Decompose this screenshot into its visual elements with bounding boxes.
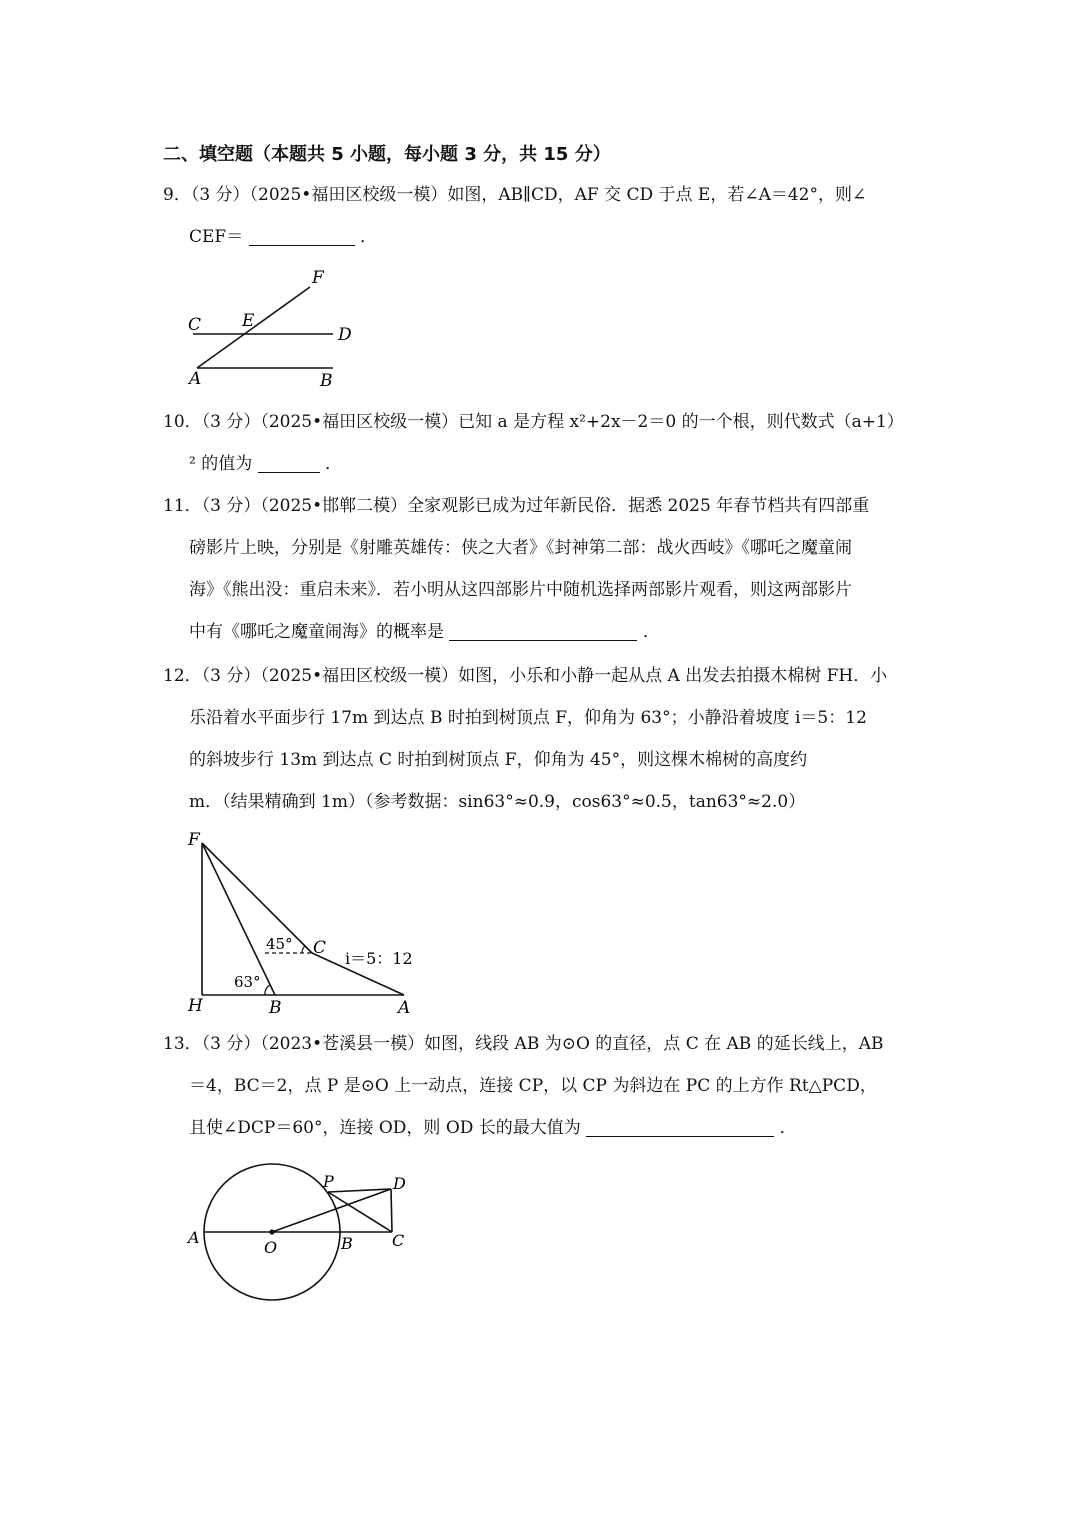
q11-line4 xyxy=(163,611,923,653)
q9-label-D: D xyxy=(338,325,352,345)
q13-label-O: O xyxy=(264,1238,278,1257)
q12-label-C: C xyxy=(313,938,327,958)
q12-label-H: H xyxy=(188,996,203,1016)
q13-label-B: B xyxy=(341,1234,353,1253)
q9-line1: 9．（3 分）（2025•福田区校级一模）如图，AB∥CD，AF 交 CD 于点 E，若∠A＝42°，则∠ xyxy=(163,185,867,205)
q12-angle-63: 63° xyxy=(234,973,261,991)
q9-line2 xyxy=(163,216,923,258)
q9-line2-suffix: ． xyxy=(360,227,378,247)
q9-label-B: B xyxy=(320,371,333,391)
q13-line3-prefix: 且使∠DCP＝60°，连接 OD，则 OD 长的最大值为 xyxy=(189,1118,581,1138)
q9-label-E: E xyxy=(242,311,255,331)
q9-label-C: C xyxy=(188,315,202,335)
q12-angle-45: 45° xyxy=(266,935,293,953)
q12-line4: m．（结果精确到 1m）（参考数据：sin63°≈0.9，cos63°≈0.5，tan63°≈2.0） xyxy=(189,792,806,812)
q13-figure xyxy=(180,1155,420,1315)
q9-label-F: F xyxy=(312,268,324,288)
q10-line2-suffix: ． xyxy=(325,454,343,474)
q12-line1: 12．（3 分）（2025•福田区校级一模）如图，小乐和小静一起从点 A 出发去拍摄木棉树 FH．小 xyxy=(163,666,888,686)
q12-label-F: F xyxy=(188,830,200,850)
q11-answer-blank[interactable] xyxy=(449,620,637,641)
q9-line2-prefix: CEF＝ xyxy=(189,227,244,247)
q10-line2-prefix: ² 的值为 xyxy=(189,454,253,474)
q13-answer-blank[interactable] xyxy=(586,1116,774,1137)
q10-answer-blank[interactable] xyxy=(258,452,320,473)
q13-label-C: C xyxy=(392,1231,405,1250)
q12-label-A: A xyxy=(398,998,411,1018)
q11-line4-suffix: ． xyxy=(642,622,660,642)
q12-slope-label: i＝5：12 xyxy=(345,949,413,968)
q13-label-D: D xyxy=(393,1174,406,1193)
q13-line2: ＝4，BC＝2，点 P 是⊙O 上一动点，连接 CP，以 CP 为斜边在 PC 的上方作 Rt△PCD， xyxy=(189,1076,877,1096)
q11-line2: 磅影片上映，分别是《射雕英雄传：侠之大者》《封神第二部：战火西岐》《哪吒之魔童闹 xyxy=(189,538,852,558)
q12-line3: 的斜坡步行 13m 到达点 C 时拍到树顶点 F，仰角为 45°，则这棵木棉树的高度约 xyxy=(189,750,808,770)
q13-label-P: P xyxy=(323,1172,334,1191)
q12-line2: 乐沿着水平面步行 17m 到达点 B 时拍到树顶点 F，仰角为 63°；小静沿着坡度 i＝5：12 xyxy=(189,708,867,728)
q11-line3: 海》《熊出没：重启未来》．若小明从这四部影片中随机选择两部影片观看，则这两部影片 xyxy=(189,580,852,600)
q13-label-A: A xyxy=(188,1228,200,1247)
section-title: 二、填空题（本题共 5 小题，每小题 3 分，共 15 分） xyxy=(163,144,611,165)
q13-line3-suffix: ． xyxy=(779,1118,797,1138)
q9-figure xyxy=(180,262,370,392)
question-13 xyxy=(163,1023,923,1149)
q11-line4-prefix: 中有《哪吒之魔童闹海》的概率是 xyxy=(189,622,444,642)
question-12 xyxy=(163,655,923,823)
q13-line3 xyxy=(163,1107,923,1149)
question-9 xyxy=(163,174,923,258)
q10-line2 xyxy=(163,443,923,485)
q12-label-B: B xyxy=(269,998,282,1018)
q10-line1: 10．（3 分）（2025•福田区校级一模）已知 a 是方程 x²+2x－2＝0 的一个根，则代数式（a+1） xyxy=(163,412,904,432)
question-11 xyxy=(163,485,923,653)
q9-answer-blank[interactable] xyxy=(249,225,355,246)
question-10 xyxy=(163,401,923,485)
q9-label-A: A xyxy=(189,369,202,389)
q13-line1: 13．（3 分）（2023•苍溪县一模）如图，线段 AB 为⊙O 的直径，点 C 在 AB 的延长线上，AB xyxy=(163,1034,884,1054)
q12-figure xyxy=(180,825,430,1020)
q11-line1: 11．（3 分）（2025•邯郸二模）全家观影已成为过年新民俗．据悉 2025 年春节档共有四部重 xyxy=(163,496,870,516)
